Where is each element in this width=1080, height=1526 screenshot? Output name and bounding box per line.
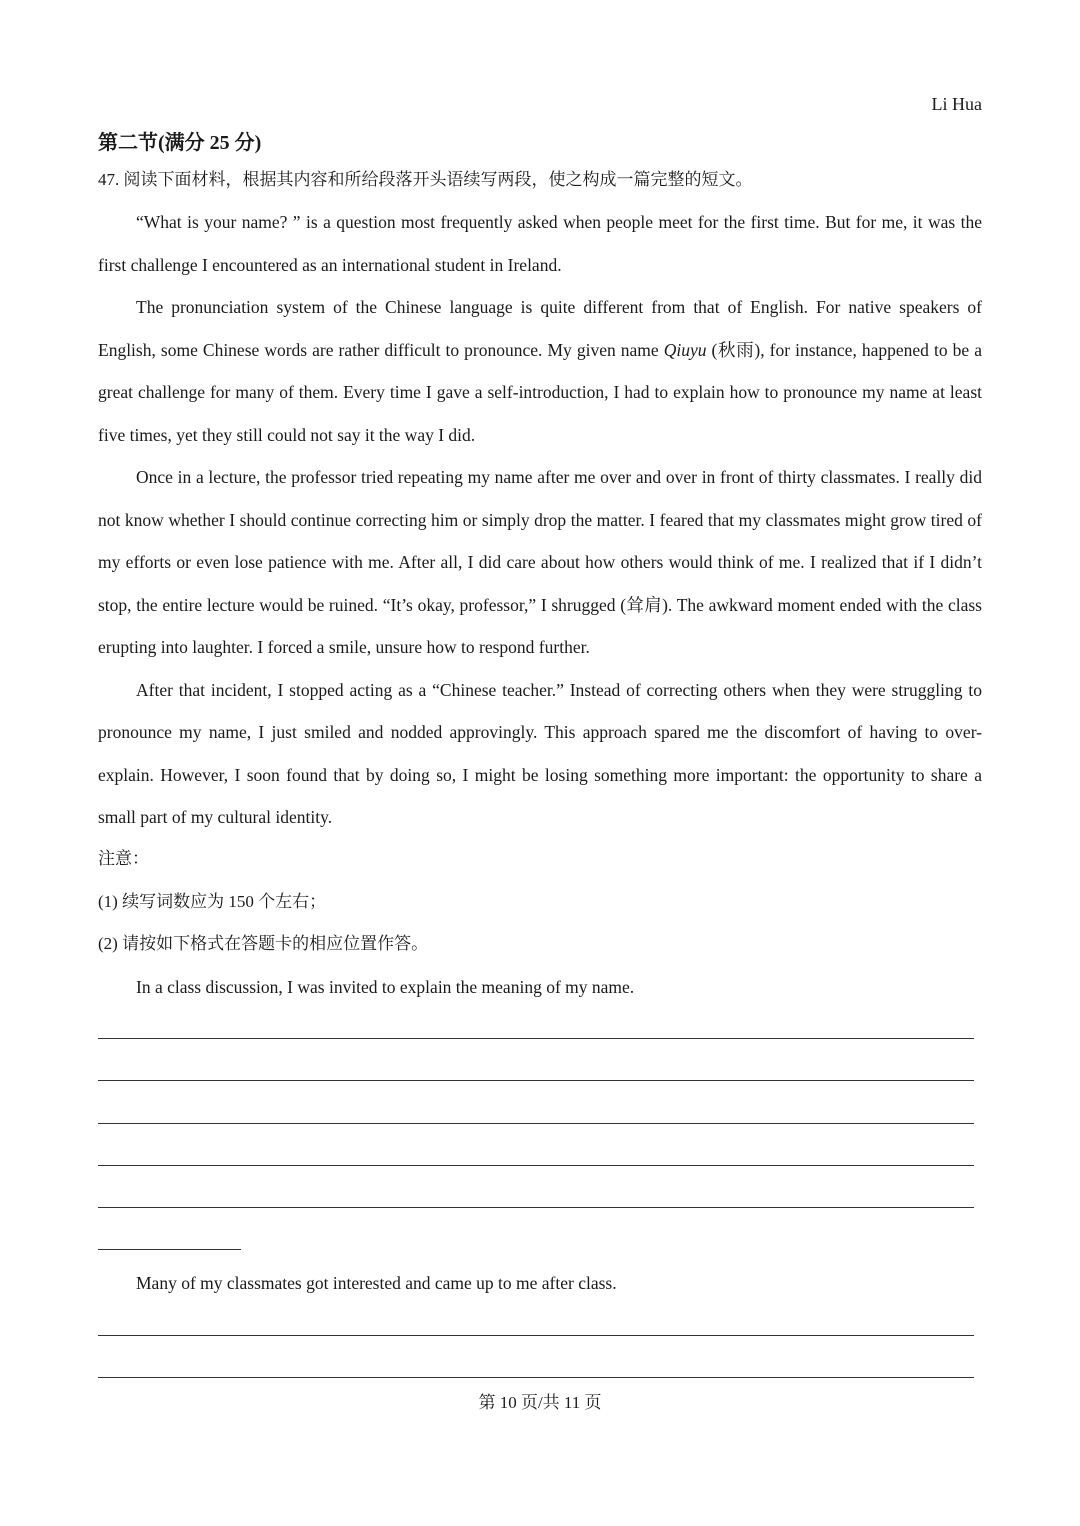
- paragraph-prompt-1: In a class discussion, I was invited to explain the meaning of my name.: [136, 976, 635, 997]
- paragraph-prompt-2-block: [98, 1262, 982, 1305]
- notes-label: 注意：: [98, 849, 149, 868]
- question-instruction: 47. 阅读下面材料，根据其内容和所给段落开头语续写两段，使之构成一篇完整的短文。: [98, 170, 753, 189]
- paragraph-2-rest: (秋雨), for instance, happened to be a great challenge for many of them. Every time I gave a self-introduction, I had to explain how to pronounce my name at least five times, yet they still could not say it the way I did.: [98, 339, 982, 445]
- paragraph-prompt-2: Many of my classmates got interested and came up to me after class.: [136, 1273, 617, 1293]
- passage-paragraph-2: [98, 286, 982, 456]
- reading-passage: [98, 201, 982, 839]
- answer-line[interactable]: [98, 1165, 974, 1166]
- notes-section: [98, 838, 982, 1008]
- passage-paragraph-1: “What is your name? ” is a question most frequently asked when people meet for the first time. But for me, it was the first challenge I encountered as an international student in Ireland.: [98, 212, 982, 275]
- answer-line-short[interactable]: [98, 1249, 241, 1250]
- notes-item-1: (1) 续写词数应为 150 个左右；: [98, 891, 327, 911]
- given-name-italic: Qiuyu: [663, 339, 707, 360]
- signature: Li Hua: [931, 94, 982, 114]
- answer-line[interactable]: [98, 1335, 974, 1336]
- answer-line[interactable]: [98, 1038, 974, 1039]
- page-number: 第 10 页/共 11 页: [478, 1393, 602, 1412]
- passage-paragraph-4: After that incident, I stopped acting as a “Chinese teacher.” Instead of correcting others when they were struggling to pronounce my name, I just smiled and nodded approvingly. This approach spared me the discomfort of having to over-explain. However, I soon found that by doing so, I might be losing something more important: the opportunity to share a small part of my cultural identity.: [98, 679, 982, 827]
- answer-line[interactable]: [98, 1377, 974, 1378]
- section-title: 第二节(满分 25 分): [98, 132, 262, 154]
- answer-line[interactable]: [98, 1207, 974, 1208]
- answer-line[interactable]: [98, 1123, 974, 1124]
- paragraph-2-start: The pronunciation system of the Chinese language is quite different from that of English. For native speakers of English, some Chinese words are rather difficult to pronounce. My given name: [98, 297, 982, 360]
- notes-item-2: (2) 请按如下格式在答题卡的相应位置作答。: [98, 934, 429, 953]
- answer-line[interactable]: [98, 1080, 974, 1081]
- passage-paragraph-3: Once in a lecture, the professor tried repeating my name after me over and over in front of thirty classmates. I really did not know whether I should continue correcting him or simply drop the matter. I feared that my classmates might grow tired of my efforts or even lose patience with me. After all, I did care about how others would think of me. I realized that if I didn’t stop, the entire lecture would be ruined. “It’s okay, professor,” I shrugged (耸肩). The awkward moment ended with the class erupting into laughter. I forced a smile, unsure how to respond further.: [98, 467, 982, 657]
